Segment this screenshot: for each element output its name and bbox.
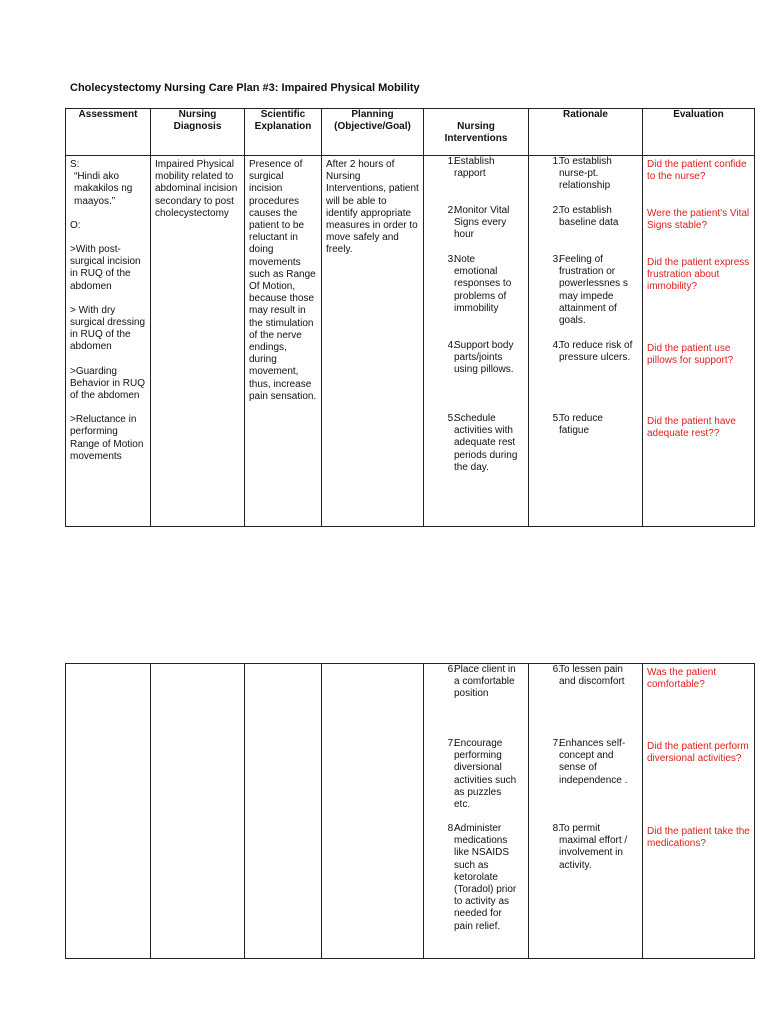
page-title: Cholecystectomy Nursing Care Plan #3: Impaired Physical Mobility [70, 82, 420, 94]
evaluation-list [643, 156, 754, 440]
interventions-cell [424, 664, 529, 959]
header-rationale: Rationale [529, 109, 643, 156]
evaluation-item: Did the patient confide to the nurse? [647, 159, 747, 183]
objective-finding: >With post-surgical incision in RUQ of the abdomen [70, 244, 141, 292]
planning-cell [322, 664, 424, 959]
rationale-item: 3. Feeling of frustration or powerlessnes s may impede attainment of goals. [552, 254, 628, 327]
header-planning: Planning (Objective/Goal) [322, 109, 424, 156]
scientific-explanation-text: Presence of surgical incision procedures causes the patient to be reluctant in doing movements such as Range Of Motion, because those may result in the stimulation of the nerve endings, during movement, thus, increase pain sensation. [249, 159, 317, 402]
evaluation-cell [643, 664, 755, 959]
subjective-label: S: [70, 159, 80, 170]
rationale-item: 5. To reduce fatigue [552, 413, 603, 437]
rationale-item: 8. To permit maximal effort / involvement in activity. [552, 823, 628, 871]
objective-finding: >Reluctance in performing Range of Motion movements [70, 414, 144, 462]
intervention-item: 6. Place client in a comfortable position [447, 664, 516, 700]
header-scientific-explanation: Scientific Explanation [245, 109, 322, 156]
rationale-item: 7. Enhances self-concept and sense of independence . [552, 738, 628, 786]
intervention-item: 5. Schedule activities with adequate rest periods during the day. [447, 413, 518, 473]
assessment-cell [66, 156, 151, 527]
intervention-item: 2. Monitor Vital Signs every hour [447, 205, 510, 241]
evaluation-list [643, 664, 754, 850]
objective-label: O: [70, 219, 81, 231]
care-plan-row [66, 156, 755, 527]
rationale-list [529, 664, 642, 872]
objective-finding: > With dry surgical dressing in RUQ of the abdomen [70, 304, 146, 353]
care-plan-table [65, 108, 755, 527]
scientific-explanation-cell [245, 664, 322, 959]
objective-finding: >Guarding Behavior in RUQ of the abdomen [70, 365, 146, 402]
interventions-cell [424, 156, 529, 527]
planning-text: After 2 hours of Nursing Interventions, patient will be able to identify appropriate measures in order to move safely and freely. [326, 159, 419, 256]
planning-cell [322, 156, 424, 527]
scientific-explanation-cell [245, 156, 322, 527]
header-evaluation: Evaluation [643, 109, 755, 156]
evaluation-item: Was the patient comfortable? [647, 667, 717, 691]
rationale-cell [529, 156, 643, 527]
rationale-item: 2. To establish baseline data [552, 205, 619, 229]
intervention-item: 3. Note emotional responses to problems of immobility [447, 254, 512, 314]
evaluation-item: Did the patient have adequate rest?? [647, 416, 736, 440]
rationale-item: 4. To reduce risk of pressure ulcers. [552, 340, 633, 364]
header-assessment: Assessment [66, 109, 151, 156]
nursing-diagnosis-text: Impaired Physical mobility related to abdominal incision secondary to post cholecystectomy [155, 159, 238, 219]
rationale-list [529, 156, 642, 437]
evaluation-item: Did the patient perform diversional activities? [647, 741, 749, 765]
nursing-diagnosis-cell [151, 664, 245, 959]
header-row [66, 109, 755, 156]
interventions-list [424, 664, 528, 933]
interventions-list [424, 156, 528, 474]
intervention-item: 1. Establish rapport [447, 156, 495, 180]
care-plan-table-continued [65, 663, 755, 959]
evaluation-item: Were the patient's Vital Signs stable? [647, 208, 750, 232]
assessment-cell [66, 664, 151, 959]
intervention-item: 7. Encourage performing diversional activities such as puzzles etc. [447, 738, 517, 811]
intervention-item: 8. Administer medications like NSAIDS such as ketorolate (Toradol) prior to activity as needed for pain relief. [447, 823, 517, 932]
evaluation-cell [643, 156, 755, 527]
header-nursing-interventions: Nursing Interventions [424, 109, 529, 156]
rationale-cell [529, 664, 643, 959]
nursing-diagnosis-cell [151, 156, 245, 527]
care-plan-row [66, 664, 755, 959]
rationale-item: 6. To lessen pain and discomfort [552, 664, 625, 688]
evaluation-item: Did the patient use pillows for support? [647, 343, 734, 367]
intervention-item: 4. Support body parts/joints using pillows. [447, 340, 514, 376]
evaluation-item: Did the patient take the medications? [647, 826, 750, 850]
header-nursing-diagnosis: Nursing Diagnosis [151, 109, 245, 156]
evaluation-item: Did the patient express frustration about immobility? [647, 257, 750, 293]
subjective-quote: “Hindi ako makakilos ng maayos.” [74, 171, 133, 207]
rationale-item: 1. To establish nurse-pt. relationship [552, 156, 612, 192]
